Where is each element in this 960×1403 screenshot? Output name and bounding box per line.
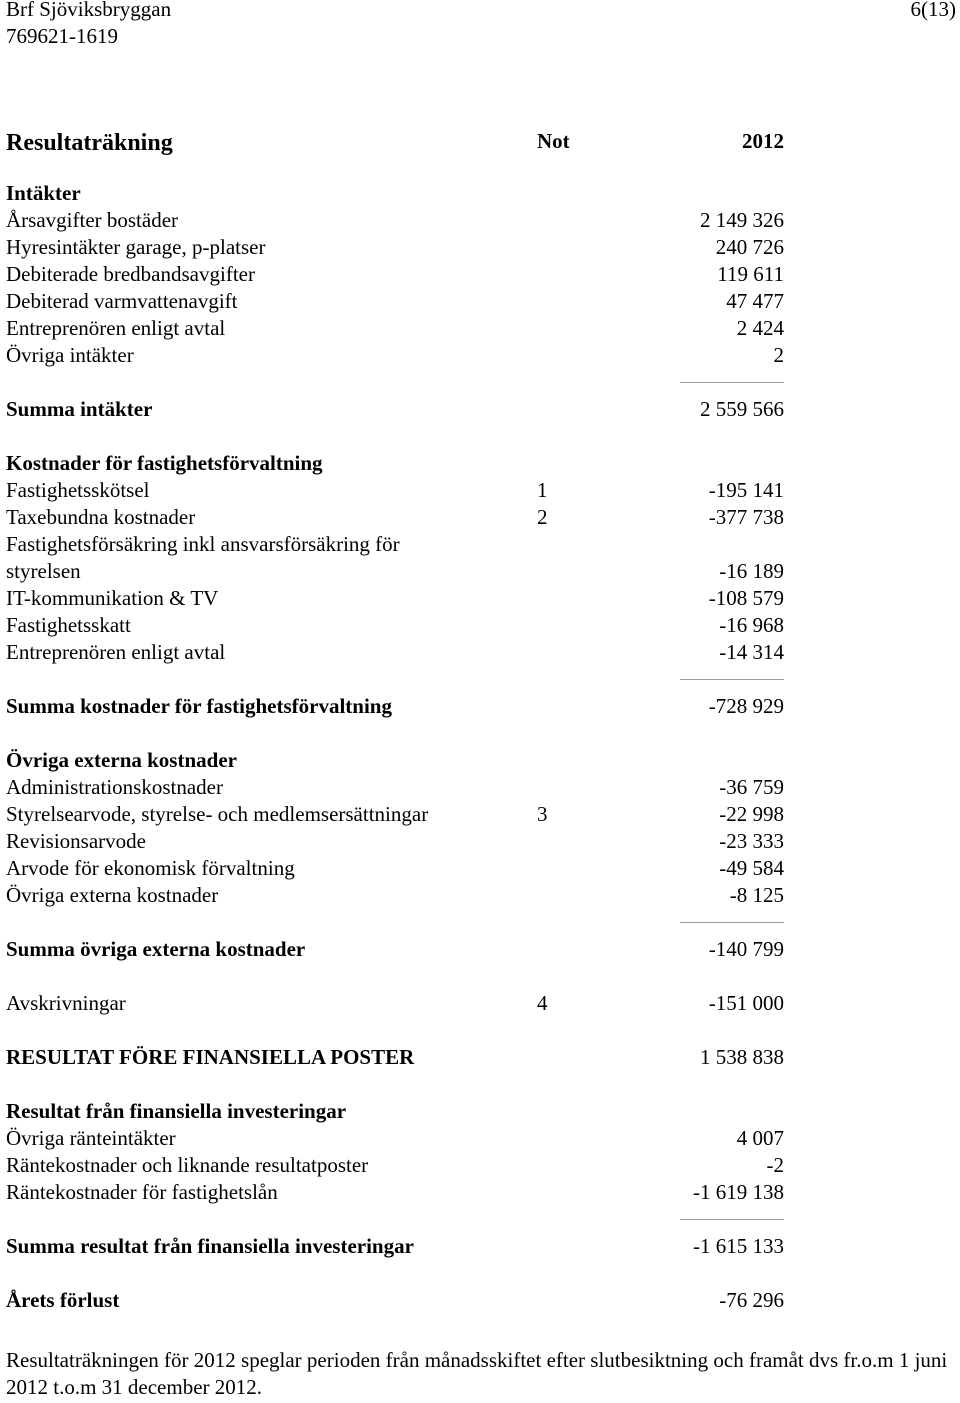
statement-row — [6, 585, 784, 612]
row-amount: -377 738 — [708, 505, 784, 529]
row-amount: 4 007 — [736, 1126, 784, 1150]
row-amount: 2 424 — [736, 316, 784, 340]
row-label: Taxebundna kostnader — [6, 505, 196, 529]
row-label: Övriga externa kostnader — [6, 748, 237, 772]
row-label: Övriga intäkter — [6, 343, 134, 367]
row-amount: -14 314 — [719, 640, 784, 664]
row-note: 2 — [537, 505, 548, 529]
statement-row — [6, 990, 784, 1017]
row-label: Fastighetsförsäkring inkl ansvarsförsäkring för — [6, 532, 400, 556]
row-amount: -36 759 — [719, 775, 784, 799]
row-label: Debiterade bredbandsavgifter — [6, 262, 255, 286]
row-amount: -49 584 — [719, 856, 784, 880]
statement-row — [6, 234, 784, 261]
row-label: Räntekostnader och liknande resultatposter — [6, 1153, 369, 1177]
statement-row — [6, 855, 784, 882]
row-label: Arvode för ekonomisk förvaltning — [6, 856, 295, 880]
row-label: Övriga ränteintäkter — [6, 1126, 176, 1150]
statement-row — [6, 1287, 784, 1314]
statement-row — [6, 342, 784, 369]
row-note: 1 — [537, 478, 548, 502]
statement-row — [6, 207, 784, 234]
organization-name: Brf Sjöviksbryggan — [6, 0, 172, 21]
document-header — [6, 0, 171, 50]
row-amount: -195 141 — [708, 478, 784, 502]
row-label: Entreprenören enligt avtal — [6, 316, 226, 340]
statement-row — [6, 450, 784, 477]
row-amount: -108 579 — [708, 586, 784, 610]
row-label: Debiterad varmvattenavgift — [6, 289, 238, 313]
row-amount: -22 998 — [719, 802, 784, 826]
row-label: RESULTAT FÖRE FINANSIELLA POSTER — [6, 1045, 415, 1069]
row-amount: 2 — [773, 343, 784, 367]
statement-title: Resultaträkning — [6, 130, 173, 156]
row-amount: 47 477 — [726, 289, 784, 313]
page-number: 6(13) — [910, 0, 956, 21]
row-amount: 2 559 566 — [700, 397, 784, 421]
spacer-row — [6, 423, 784, 450]
row-label: Summa övriga externa kostnader — [6, 937, 306, 961]
row-label: Intäkter — [6, 181, 81, 205]
statement-row — [6, 828, 784, 855]
row-label: Fastighetsskatt — [6, 613, 131, 637]
row-label: Fastighetsskötsel — [6, 478, 150, 502]
row-amount: -728 929 — [708, 694, 784, 718]
row-amount: 1 538 838 — [700, 1045, 784, 1069]
statement-row — [6, 1179, 784, 1206]
spacer-row — [6, 720, 784, 747]
spacer-row — [6, 909, 784, 936]
income-statement-table — [6, 180, 784, 1314]
statement-row — [6, 1044, 784, 1071]
statement-row — [6, 477, 784, 504]
statement-row — [6, 882, 784, 909]
row-amount: -151 000 — [708, 991, 784, 1015]
spacer-row — [6, 1017, 784, 1044]
row-label: Entreprenören enligt avtal — [6, 640, 226, 664]
row-amount: -16 189 — [719, 559, 784, 583]
row-label: Avskrivningar — [6, 991, 126, 1015]
statement-row — [6, 1125, 784, 1152]
row-label: Resultat från finansiella investeringar — [6, 1099, 347, 1123]
row-label: Styrelsearvode, styrelse- och medlemsersättningar — [6, 802, 429, 826]
row-label: Räntekostnader för fastighetslån — [6, 1180, 278, 1204]
note-column-header: Not — [537, 129, 570, 153]
statement-row — [6, 1098, 784, 1125]
statement-row — [6, 504, 784, 531]
organization-number: 769621-1619 — [6, 24, 118, 48]
statement-row — [6, 288, 784, 315]
row-amount: 2 149 326 — [700, 208, 784, 232]
statement-row — [6, 936, 784, 963]
row-amount: 240 726 — [715, 235, 784, 259]
spacer-row — [6, 1071, 784, 1098]
statement-row — [6, 612, 784, 639]
row-note: 3 — [537, 802, 548, 826]
spacer-row — [6, 369, 784, 396]
row-label: styrelsen — [6, 559, 81, 583]
statement-row — [6, 774, 784, 801]
row-label: Summa kostnader för fastighetsförvaltning — [6, 694, 392, 718]
row-amount: -2 — [766, 1153, 784, 1177]
statement-row — [6, 639, 784, 666]
statement-row — [6, 1233, 784, 1260]
row-label: Årsavgifter bostäder — [6, 208, 179, 232]
row-amount: -140 799 — [708, 937, 784, 961]
row-label: IT-kommunikation & TV — [6, 586, 219, 610]
row-label: Hyresintäkter garage, p-platser — [6, 235, 266, 259]
statement-row — [6, 531, 784, 558]
row-label: Årets förlust — [6, 1288, 120, 1312]
row-amount: -76 296 — [719, 1288, 784, 1312]
row-amount: 119 611 — [717, 262, 784, 286]
statement-title-row — [6, 128, 784, 158]
row-amount: -1 619 138 — [693, 1180, 784, 1204]
spacer-row — [6, 963, 784, 990]
statement-row — [6, 747, 784, 774]
statement-footnote: Resultaträkningen för 2012 speglar perioden från månadsskiftet efter slutbesiktning och framåt dvs fr.o.m 1 juni 2012 t.o.m 31 december 2012. — [6, 1348, 948, 1399]
row-amount: -8 125 — [729, 883, 784, 907]
statement-row — [6, 261, 784, 288]
statement-row — [6, 693, 784, 720]
statement-row — [6, 396, 784, 423]
statement-row — [6, 558, 784, 585]
spacer-row — [6, 1260, 784, 1287]
year-column-header: 2012 — [742, 129, 784, 153]
row-label: Summa resultat från finansiella investeringar — [6, 1234, 414, 1258]
row-label: Revisionsarvode — [6, 829, 146, 853]
row-label: Administrationskostnader — [6, 775, 223, 799]
row-label: Övriga externa kostnader — [6, 883, 219, 907]
row-amount: -1 615 133 — [693, 1234, 784, 1258]
statement-row — [6, 315, 784, 342]
row-amount: -23 333 — [719, 829, 784, 853]
statement-row — [6, 1152, 784, 1179]
statement-row — [6, 180, 784, 207]
statement-row — [6, 801, 784, 828]
spacer-row — [6, 666, 784, 693]
row-label: Summa intäkter — [6, 397, 153, 421]
row-note: 4 — [537, 991, 548, 1015]
row-label: Kostnader för fastighetsförvaltning — [6, 451, 323, 475]
spacer-row — [6, 1206, 784, 1233]
row-amount: -16 968 — [719, 613, 784, 637]
